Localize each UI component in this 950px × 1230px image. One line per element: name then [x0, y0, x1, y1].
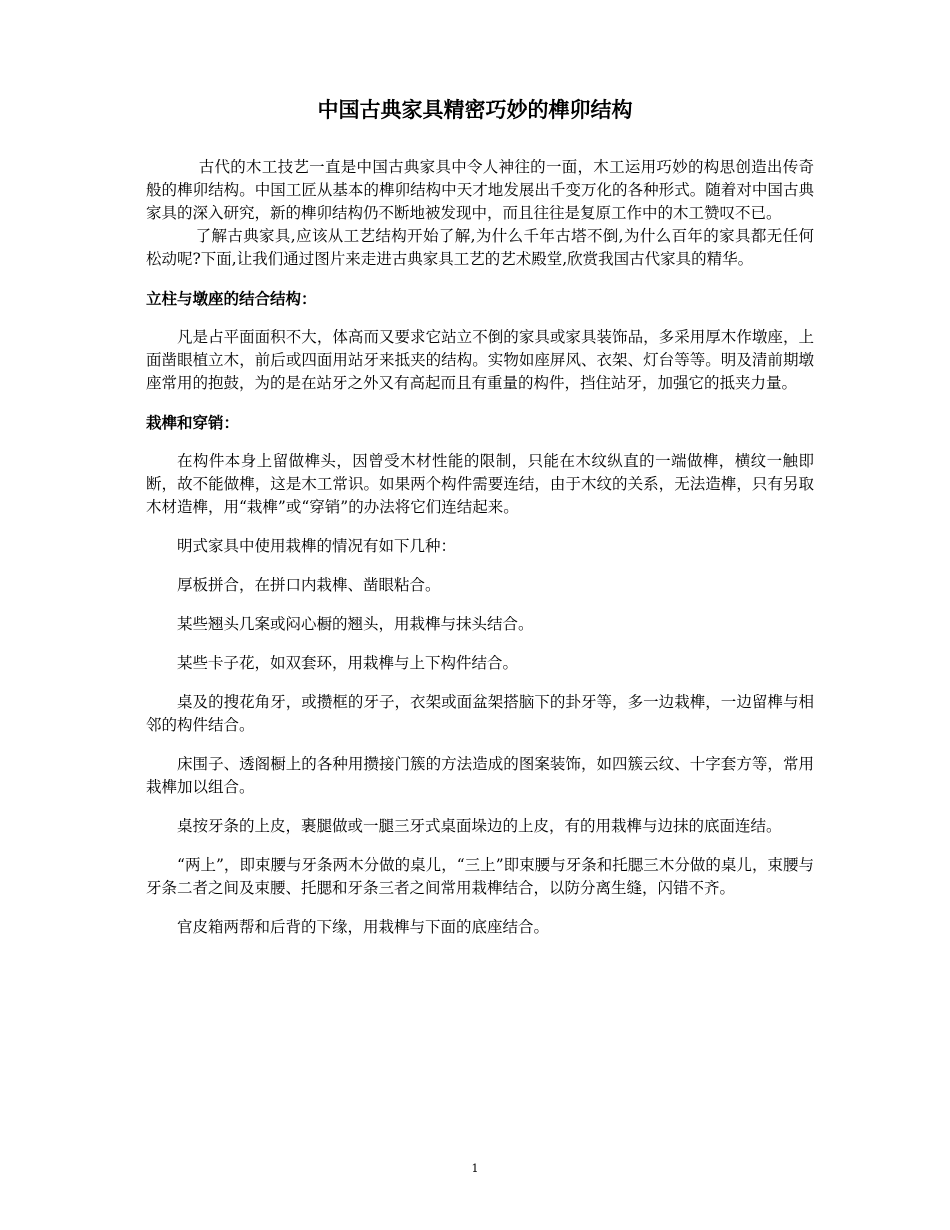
list-paragraph: 桌按牙条的上皮，裹腿做或一腿三牙式桌面垛边的上皮，有的用栽榫与边抹的底面连结。 — [177, 817, 782, 835]
list-paragraph: “两上”，即束腰与牙条两木分做的桌儿，“三上”即束腰与牙条和托腮三木分做的桌儿，束腰与牙条二者之间及束腰、托腮和牙条三者之间常用栽榫结合，以防分离生缝，闪错不齐。 — [146, 856, 814, 897]
section-heading-inserted-tenon: 栽榫和穿销： — [146, 413, 240, 432]
section-paragraph: 凡是占平面面积不大，体高而又要求它站立不倒的家具或家具装饰品，多采用厚木作墩座，上面凿眼植立木，前后或四面用站牙来抵夹的结构。实物如座屏风、衣架、灯台等等。明及清前期墩座常用的抱鼓，为的是在站牙之外又有高起而且有重量的构件，挡住站牙，加强它的抵夹力量。 — [146, 328, 814, 392]
list-paragraph: 官皮箱两帮和后背的下缘，用栽榫与下面的底座结合。 — [177, 918, 550, 936]
intro-paragraph-1: 古代的木工技艺一直是中国古典家具中令人神往的一面，木工运用巧妙的构思创造出传奇般的榫卯结构。中国工匠从基本的榫卯结构中天才地发展出千变万化的各种形式。随着对中国古典家具的深入研究，新的榫卯结构仍不断地被发现中，而且往往是复原工作中的木工赞叹不已。 — [146, 158, 814, 222]
section-paragraph: 在构件本身上留做榫头，因曾受木材性能的限制，只能在木纹纵直的一端做榫，横纹一触即断，故不能做榫，这是木工常识。如果两个构件需要连结，由于木纹的关系，无法造榫，只有另取木材造榫，用“栽榫”或“穿销”的办法将它们连结起来。 — [146, 452, 814, 516]
list-paragraph: 厚板拼合，在拼口内栽榫、凿眼粘合。 — [177, 576, 441, 594]
page-number: 1 — [471, 1162, 479, 1175]
document-body — [146, 156, 814, 955]
list-paragraph: 床围子、透阁橱上的各种用攒接门簇的方法造成的图案装饰，如四簇云纹、十字套方等，常用栽榫加以组合。 — [146, 755, 814, 796]
document-title: 中国古典家具精密巧妙的榫卯结构 — [317, 97, 633, 122]
intro-paragraph-2: 了解古典家具,应该从工艺结构开始了解,为什么千年古塔不倒,为什么百年的家具都无任何松动呢?下面,让我们通过图片来走进古典家具工艺的艺术殿堂,欣赏我国古代家具的精华。 — [146, 227, 814, 268]
section-paragraph: 明式家具中使用栽榫的情况有如下几种： — [177, 537, 457, 555]
list-paragraph: 某些翘头几案或闷心橱的翘头，用栽榫与抹头结合。 — [177, 615, 534, 633]
section-heading-pillar-base: 立柱与墩座的结合结构： — [146, 289, 317, 308]
list-paragraph: 某些卡子花，如双套环，用栽榫与上下构件结合。 — [177, 654, 519, 672]
list-paragraph: 桌及的搜花角牙，或攒框的牙子，衣架或面盆架搭脑下的卦牙等，多一边栽榫，一边留榫与相邻的构件结合。 — [146, 693, 814, 734]
